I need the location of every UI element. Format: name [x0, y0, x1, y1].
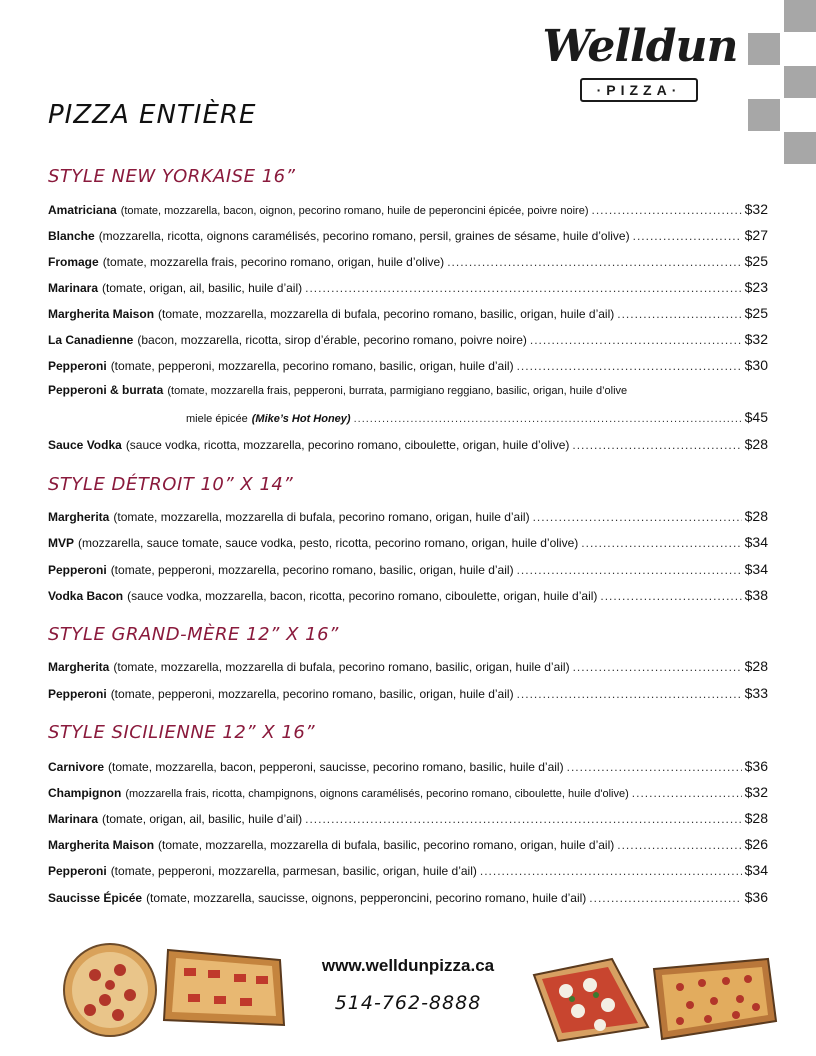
- item-description: (tomate, pepperoni, mozzarella, parmesan, basilic, origan, huile d’ail): [110, 864, 477, 878]
- item-name: Margherita Maison: [48, 838, 155, 852]
- item-price: $27: [744, 227, 768, 243]
- leader-dots: [533, 510, 742, 524]
- item-price: $23: [744, 279, 768, 295]
- item-name: Margherita: [48, 510, 110, 524]
- menu-item: [48, 331, 768, 349]
- menu-item: [48, 436, 768, 454]
- leader-dots: [305, 812, 742, 826]
- leader-dots: [573, 660, 742, 674]
- menu-item: [48, 889, 768, 907]
- item-name: Sauce Vodka: [48, 438, 122, 452]
- leader-dots: [517, 563, 742, 577]
- item-description: (tomate, mozzarella, mozzarella di bufala, pecorino romano, basilic, origan, huile d’ail): [158, 307, 615, 321]
- item-description: (mozzarella, ricotta, oignons caramélisés, pecorino romano, persil, graines de sésame, huile d’olive): [98, 229, 630, 243]
- leader-dots: [305, 281, 742, 295]
- item-description: (tomate, mozzarella, mozzarella di bufala, pecorino romano, basilic, origan, huile d’ail): [113, 660, 570, 674]
- item-name: Blanche: [48, 229, 95, 243]
- item-description: (tomate, origan, ail, basilic, huile d’ail): [102, 812, 303, 826]
- item-price: $32: [744, 201, 768, 217]
- menu-item-continuation: [48, 409, 768, 427]
- item-price: $36: [744, 889, 768, 905]
- item-description: (mozzarella, sauce tomate, sauce vodka, pesto, ricotta, pecorino romano, origan, huile d’olive): [78, 536, 579, 550]
- checker-pattern: [748, 0, 816, 165]
- item-price: $28: [744, 508, 768, 524]
- menu-item: [48, 784, 768, 802]
- item-name: Pepperoni: [48, 864, 107, 878]
- item-description: (sauce vodka, ricotta, mozzarella, pecorino romano, ciboulette, origan, huile d’olive): [125, 438, 570, 452]
- item-price: $25: [744, 253, 768, 269]
- item-price: $32: [744, 784, 768, 800]
- item-description: (tomate, mozzarella, mozzarella di bufala, basilic, pecorino romano, origan, huile d’ail): [158, 838, 615, 852]
- leader-dots: [567, 760, 742, 774]
- menu-item: [48, 810, 768, 828]
- item-description: (bacon, mozzarella, ricotta, sirop d’érable, pecorino romano, poivre noire): [137, 333, 527, 347]
- item-name: Fromage: [48, 255, 99, 269]
- leader-dots: [572, 438, 741, 452]
- item-name: Margherita: [48, 660, 110, 674]
- item-description: (tomate, mozzarella, bacon, pepperoni, saucisse, pecorino romano, basilic, huile d’ail): [108, 760, 564, 774]
- item-price: $26: [744, 836, 768, 852]
- leader-dots: [632, 786, 742, 800]
- menu-item: [48, 862, 768, 880]
- item-name: Amatriciana: [48, 203, 117, 217]
- item-name: Pepperoni & burrata: [48, 383, 164, 397]
- menu-item: [48, 357, 768, 375]
- item-name: Marinara: [48, 281, 99, 295]
- item-description: (tomate, mozzarella, bacon, oignon, pecorino romano, huile de peperoncini épicée, poivre noire): [120, 205, 589, 217]
- menu-item: [48, 383, 768, 401]
- item-price: $34: [744, 862, 768, 878]
- item-description: (tomate, pepperoni, mozzarella, pecorino romano, basilic, origan, huile d’ail): [110, 359, 514, 373]
- menu-item: [48, 836, 768, 854]
- menu-item: [48, 253, 768, 271]
- item-description: (tomate, pepperoni, mozzarella, pecorino romano, basilic, origan, huile d’ail): [110, 563, 514, 577]
- item-description: (tomate, mozzarella, mozzarella di bufala, pecorino romano, origan, huile d’ail): [113, 510, 530, 524]
- item-name: Margherita Maison: [48, 307, 155, 321]
- item-price: $45: [744, 409, 768, 425]
- item-price: $34: [744, 561, 768, 577]
- item-price: $28: [744, 810, 768, 826]
- leader-dots: [480, 864, 742, 878]
- menu-item: [48, 279, 768, 297]
- leader-dots: [617, 307, 741, 321]
- item-description: (tomate, mozzarella, saucisse, oignons, pepperoncini, pecorino romano, huile d’ail): [146, 891, 587, 905]
- menu-item: [48, 587, 768, 605]
- item-price: $30: [744, 357, 768, 373]
- item-price: $32: [744, 331, 768, 347]
- phone-number: 514-762-8888: [334, 992, 482, 1014]
- item-description: (mozzarella frais, ricotta, champignons, oignons caramélisés, pecorino romano, ciboulette, huile d'olive): [125, 788, 629, 800]
- menu-item: [48, 685, 768, 703]
- section-title: STYLE DÉTROIT 10” X 14”: [48, 474, 294, 495]
- item-price: $34: [744, 534, 768, 550]
- logo-band: ·PIZZA·: [580, 78, 698, 102]
- item-description: (sauce vodka, mozzarella, bacon, ricotta, pecorino romano, ciboulette, origan, huile d’ail): [127, 589, 598, 603]
- leader-dots: [581, 536, 741, 550]
- item-name: Champignon: [48, 786, 122, 800]
- leader-dots: [591, 203, 741, 217]
- leader-dots: [617, 838, 741, 852]
- item-name: Saucisse Épicée: [48, 891, 143, 905]
- leader-dots: [354, 413, 742, 425]
- item-description-cont: miele épicée: [186, 413, 248, 425]
- menu-item: [48, 561, 768, 579]
- item-description: (tomate, pepperoni, mozzarella, pecorino romano, basilic, origan, huile d’ail): [110, 687, 514, 701]
- item-description: (tomate, mozzarella frais, pecorino romano, origan, huile d’olive): [102, 255, 445, 269]
- logo-word: Welldun: [542, 21, 738, 72]
- logo: [540, 22, 740, 104]
- section-title: STYLE NEW YORKAISE 16”: [48, 166, 296, 187]
- website-link: www.welldunpizza.ca: [321, 956, 495, 975]
- menu-item: [48, 508, 768, 526]
- menu-item: [48, 305, 768, 323]
- item-name: Pepperoni: [48, 687, 107, 701]
- item-price: $28: [744, 436, 768, 452]
- leader-dots: [530, 333, 742, 347]
- menu-item: [48, 758, 768, 776]
- detroit-pizza-illustration: [158, 940, 293, 1035]
- item-price: $28: [744, 658, 768, 674]
- menu-item: [48, 227, 768, 245]
- menu-item: [48, 658, 768, 676]
- leader-dots: [633, 229, 742, 243]
- item-description-brand: (Mike’s Hot Honey): [251, 413, 351, 425]
- item-price: $38: [744, 587, 768, 603]
- leader-dots: [600, 589, 741, 603]
- item-name: Carnivore: [48, 760, 105, 774]
- item-name: Pepperoni: [48, 563, 107, 577]
- leader-dots: [447, 255, 741, 269]
- item-name: Marinara: [48, 812, 99, 826]
- item-description: (tomate, origan, ail, basilic, huile d’ail): [102, 281, 303, 295]
- item-name: La Canadienne: [48, 333, 134, 347]
- item-price: $36: [744, 758, 768, 774]
- item-name: Pepperoni: [48, 359, 107, 373]
- section-title: STYLE SICILIENNE 12” X 16”: [48, 722, 316, 743]
- round-pizza-illustration: [60, 940, 160, 1040]
- item-price: $33: [744, 685, 768, 701]
- leader-dots: [589, 891, 741, 905]
- section-title: STYLE GRAND-MÈRE 12” X 16”: [48, 624, 339, 645]
- page-title: PIZZA ENTIÈRE: [48, 100, 257, 130]
- margherita-slice-illustration: [528, 955, 653, 1045]
- item-price: $25: [744, 305, 768, 321]
- leader-dots: [517, 687, 742, 701]
- item-name: Vodka Bacon: [48, 589, 124, 603]
- item-name: MVP: [48, 536, 75, 550]
- menu-item: [48, 201, 768, 219]
- leader-dots: [517, 359, 742, 373]
- sicilian-pizza-illustration: [650, 955, 780, 1045]
- item-description: (tomate, mozzarella frais, pepperoni, burrata, parmigiano reggiano, basilic, origan, huile d’olive: [167, 385, 628, 397]
- menu-item: [48, 534, 768, 552]
